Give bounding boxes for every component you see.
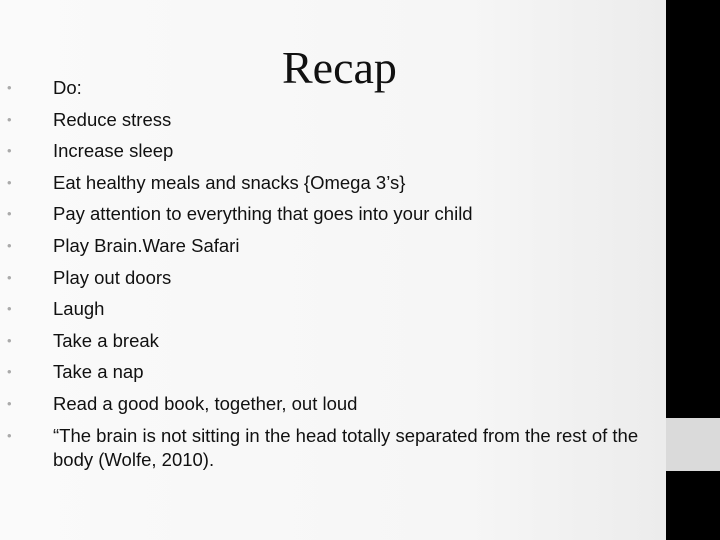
slide-title: Recap (282, 42, 397, 93)
list-item (0, 297, 663, 321)
side-bar-gray-block (666, 418, 720, 471)
list-item-text: Play Brain.Ware Safari (53, 234, 240, 256)
bullet-icon: • (7, 143, 12, 159)
list-item-text: Laugh (53, 298, 105, 320)
list-item (0, 202, 663, 226)
list-item-text: Read a good book, together, out loud (53, 392, 358, 414)
list-item (0, 392, 663, 416)
bullet-icon: • (7, 174, 12, 190)
bullet-icon: • (7, 111, 12, 127)
list-item-text: Play out doors (53, 266, 172, 288)
list-item-text: Pay attention to everything that goes into your child (53, 203, 473, 225)
list-item (0, 139, 663, 163)
list-item (0, 424, 663, 472)
list-item-text: Do: (53, 77, 82, 98)
bullet-icon: • (7, 269, 12, 285)
list-item (0, 360, 663, 384)
list-item-text: Take a break (53, 329, 159, 351)
list-item (0, 234, 663, 258)
bullet-icon: • (7, 364, 12, 380)
list-item (0, 266, 663, 290)
bullet-icon: • (7, 427, 12, 443)
list-item-text: “The brain is not sitting in the head totally separated from the rest of the body (Wolfe, 2010). (53, 424, 639, 470)
bullet-icon: • (7, 332, 12, 348)
list-item (0, 329, 663, 353)
bullet-icon: • (7, 301, 12, 317)
bullet-icon: • (7, 80, 12, 95)
list-item-text: Increase sleep (53, 140, 174, 162)
bullet-icon: • (7, 395, 12, 411)
bullet-icon: • (7, 237, 12, 253)
list-item (0, 76, 663, 100)
bullet-icon: • (7, 206, 12, 222)
list-item-text: Reduce stress (53, 108, 172, 130)
list-item-text: Take a nap (53, 361, 144, 383)
list-item-text: Eat healthy meals and snacks {Omega 3’s} (53, 171, 406, 193)
bullet-list (0, 76, 663, 479)
list-item (0, 171, 663, 195)
list-item (0, 108, 663, 132)
